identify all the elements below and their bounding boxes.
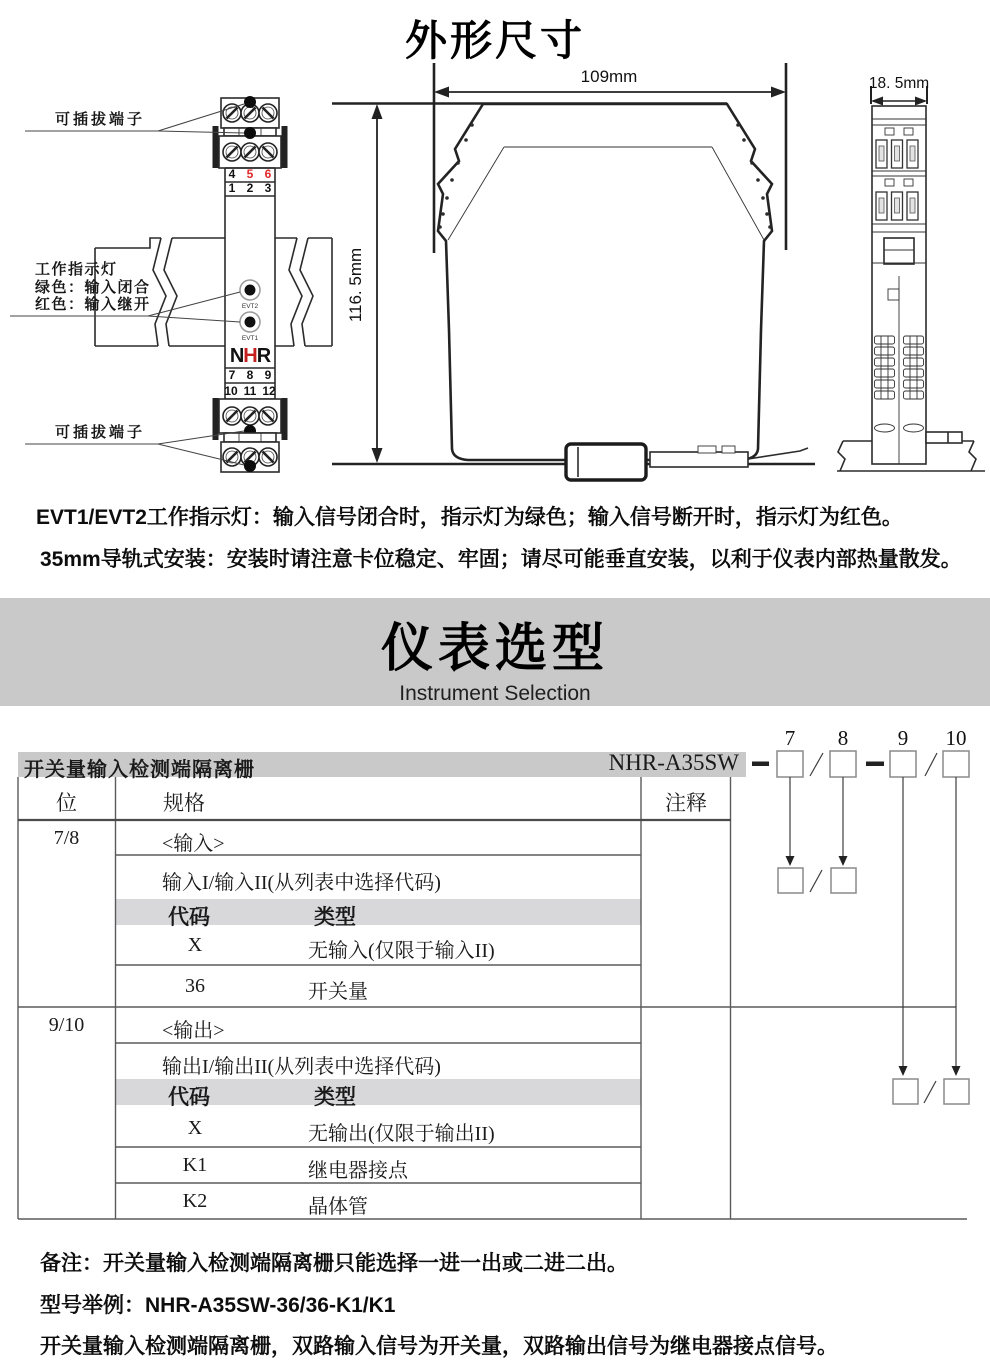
output-heading: <输出> <box>162 1020 225 1042</box>
led-evt1-label: EVT1 <box>241 335 259 342</box>
section-banner-subtitle: Instrument Selection <box>399 682 591 705</box>
slash <box>925 753 937 776</box>
pluggable-terminal-callout-bottom <box>25 423 244 465</box>
led-evt2-label: EVT2 <box>241 303 259 310</box>
terminal-numbers-top <box>225 167 275 196</box>
col-header-pos: 位 <box>56 791 77 815</box>
svg-text:绿色：输入闭合: 绿色：输入闭合 <box>35 279 151 296</box>
svg-text:109mm: 109mm <box>580 67 638 86</box>
svg-text:11: 11 <box>243 384 257 398</box>
svg-text:18. 5mm: 18. 5mm <box>868 75 930 92</box>
height-dimension <box>346 104 383 463</box>
digit-label-8: 8 <box>837 726 849 750</box>
leader-dot <box>244 127 256 139</box>
code-box-10 <box>943 751 969 777</box>
slash <box>810 870 822 892</box>
input-subheading: 输入I/输入II(从列表中选择代码) <box>162 872 441 894</box>
selection-table-lines <box>18 777 967 1219</box>
input-row-code: X <box>187 934 203 956</box>
dash <box>866 762 884 767</box>
input-code-box-2 <box>831 868 856 893</box>
product-model: NHR-A35SW <box>608 750 739 775</box>
front-view <box>10 96 332 472</box>
output-row-code: K2 <box>182 1190 208 1212</box>
footer-note-example: 型号举例：NHR-A35SW-36/36-K1/K1 <box>40 1294 396 1317</box>
svg-text:2: 2 <box>246 181 254 195</box>
digit-label-7: 7 <box>784 726 796 750</box>
footer-note-description: 开关量输入检测端隔离栅，双路输入信号为开关量，双路输出信号为继电器接点信号。 <box>40 1335 838 1358</box>
leader-dot <box>244 460 256 472</box>
col-header-spec: 规格 <box>163 791 205 815</box>
digit-label-9: 9 <box>897 726 909 750</box>
svg-text:9: 9 <box>264 368 272 382</box>
output-type-label: 类型 <box>314 1085 356 1109</box>
input-heading: <输入> <box>162 833 225 855</box>
svg-text:4: 4 <box>228 167 236 181</box>
digit-label-10: 10 <box>945 726 967 750</box>
depth-dimension <box>869 75 929 106</box>
input-code-label: 代码 <box>168 905 210 929</box>
leader-dot <box>244 96 256 108</box>
bottom-terminal-block <box>213 398 288 472</box>
slash <box>810 753 823 776</box>
svg-text:工作指示灯: 工作指示灯 <box>35 261 118 278</box>
side-body-outline <box>438 104 772 460</box>
svg-text:8: 8 <box>246 368 254 382</box>
code-box-9 <box>890 751 916 777</box>
svg-text:可插拔端子: 可插拔端子 <box>55 424 146 441</box>
input-row-code: 36 <box>185 975 205 997</box>
input-type-label: 类型 <box>314 905 356 929</box>
svg-text:可插拔端子: 可插拔端子 <box>55 111 146 128</box>
page-title: 外形尺寸 <box>404 17 585 64</box>
product-name: 开关量输入检测端隔离栅 <box>24 759 255 781</box>
indicator-callout <box>10 260 240 322</box>
col-header-note: 注释 <box>665 791 707 815</box>
code-box-7 <box>777 751 803 777</box>
svg-text:3: 3 <box>264 181 272 195</box>
output-row-type: 继电器接点 <box>308 1160 408 1182</box>
input-row-type: 无输入(仅限于输入II) <box>308 940 495 962</box>
output-subheading: 输出I/输出II(从列表中选择代码) <box>162 1056 441 1078</box>
svg-text:7: 7 <box>228 368 236 382</box>
svg-text:10: 10 <box>224 384 238 398</box>
output-code-box-2 <box>944 1079 969 1104</box>
end-view <box>837 75 985 471</box>
side-view <box>332 63 815 480</box>
footer-note-remark: 备注：开关量输入检测端隔离栅只能选择一进一出或二进二出。 <box>40 1252 628 1275</box>
section-banner-title: 仪表选型 <box>380 620 609 678</box>
indicator-note: EVT1/EVT2工作指示灯：输入信号闭合时，指示灯为绿色；输入信号断开时，指示灯为红色。 <box>36 506 903 529</box>
mounting-note: 35mm导轨式安装：安装时请注意卡位稳定、牢固；请尽可能垂直安装，以利于仪表内部热量散发。 <box>40 548 962 571</box>
ordering-code-boxes <box>752 751 969 1104</box>
led-evt2 <box>240 280 260 300</box>
input-code-box-1 <box>778 868 803 893</box>
code-box-8 <box>830 751 856 777</box>
pos-9-10: 9/10 <box>48 1014 85 1036</box>
brand-logo: NHR <box>229 345 271 367</box>
svg-text:5: 5 <box>246 167 254 181</box>
output-row-code: K1 <box>182 1154 208 1176</box>
output-row-type: 无输出(仅限于输出II) <box>308 1123 495 1145</box>
svg-text:12: 12 <box>262 384 276 398</box>
led-evt1 <box>240 312 260 332</box>
svg-text:红色：输入继开: 红色：输入继开 <box>35 296 151 313</box>
terminal-numbers-bottom <box>224 368 276 399</box>
pluggable-terminal-callout-top <box>25 104 244 133</box>
output-row-code: X <box>187 1117 203 1139</box>
output-code-label: 代码 <box>168 1085 210 1109</box>
dash <box>752 762 769 767</box>
output-row-type: 晶体管 <box>308 1196 368 1218</box>
input-row-type: 开关量 <box>308 981 368 1003</box>
output-code-box-1 <box>893 1079 918 1104</box>
svg-text:116. 5mm: 116. 5mm <box>346 247 365 323</box>
svg-text:6: 6 <box>264 167 272 181</box>
svg-text:1: 1 <box>228 181 236 195</box>
pos-7-8: 7/8 <box>53 827 80 849</box>
slash <box>924 1081 936 1103</box>
